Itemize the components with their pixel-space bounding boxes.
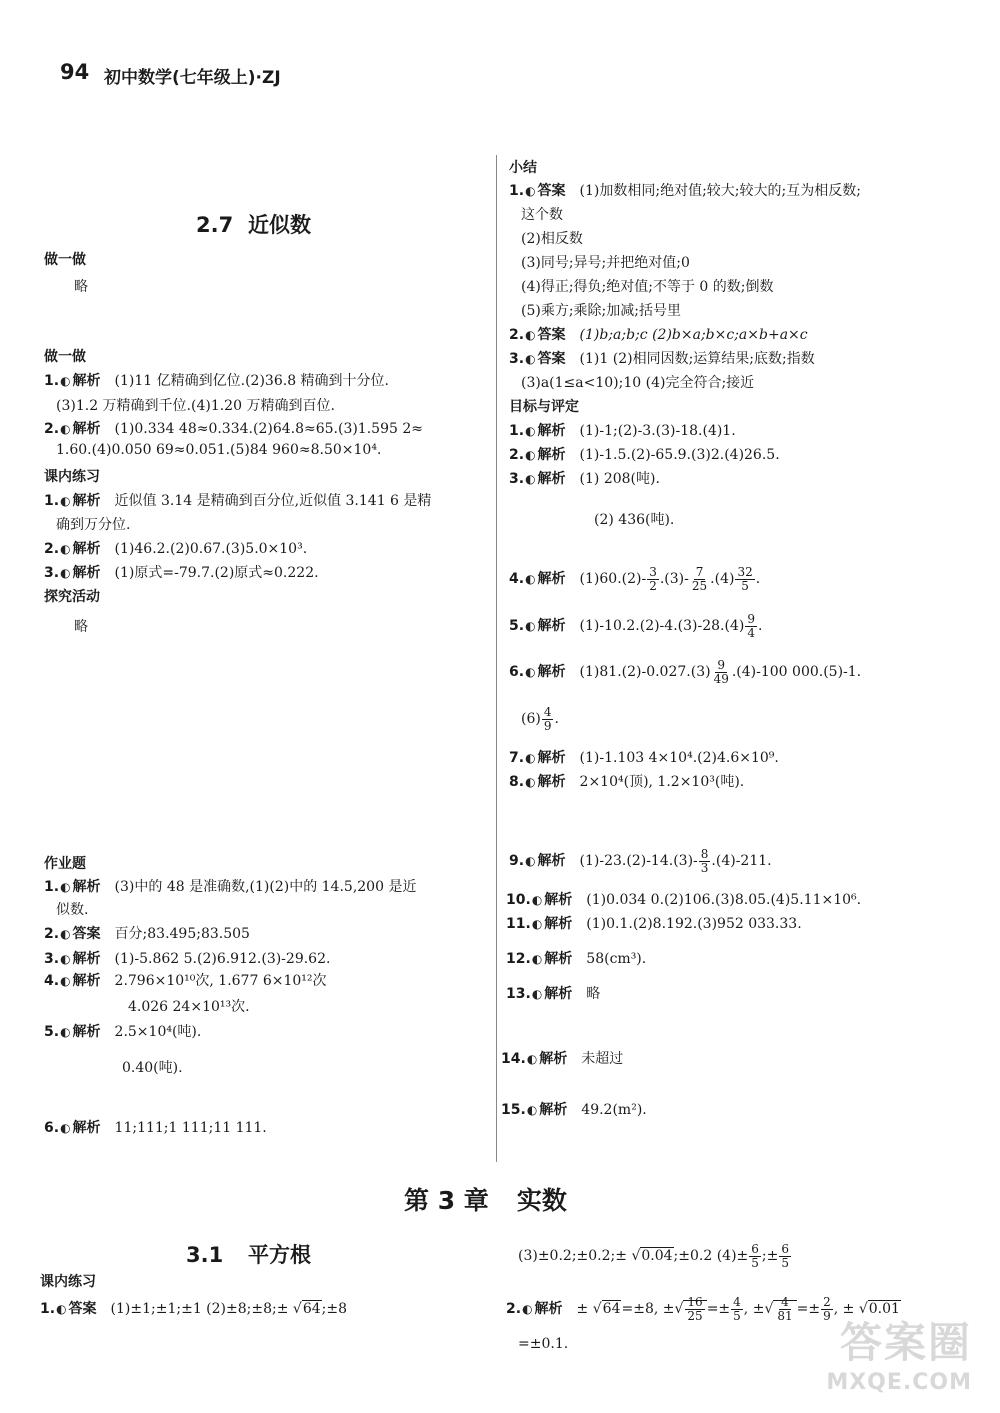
fraction: [685, 1296, 704, 1322]
item-label: 解析: [537, 750, 566, 766]
pacman-icon: ◐: [60, 952, 71, 966]
item-text: .(4)-211.: [711, 853, 772, 870]
heading-kenei: 课内练习: [44, 469, 100, 485]
heading-kenei-3: 课内练习: [40, 1274, 96, 1290]
item-text: ;±0.2 (4)±: [673, 1248, 749, 1265]
pacman-icon: ◐: [60, 566, 71, 580]
sqrt-symbol: √: [592, 1301, 602, 1318]
item-text: 2×10⁴(顶), 1.2×10³(吨).: [579, 774, 745, 790]
pacman-icon: ◐: [525, 352, 536, 366]
item-label: 解析: [72, 973, 101, 989]
item-label: 解析: [539, 1102, 568, 1118]
item-text: .(4)-100 000.(5)-1.: [731, 664, 862, 681]
pacman-icon: ◐: [525, 751, 536, 765]
column-divider: [496, 155, 497, 1162]
pacman-icon: ◐: [60, 374, 71, 388]
fraction: [749, 1243, 761, 1269]
answer-item: [509, 468, 660, 488]
item-number: 2.: [509, 447, 525, 463]
denominator: 4: [747, 625, 755, 640]
numerator: 6: [781, 1242, 789, 1256]
answer-item: [506, 948, 646, 968]
item-label: 解析: [72, 879, 101, 895]
pacman-icon: ◐: [525, 572, 536, 587]
numerator: 4: [733, 1295, 741, 1309]
item-number: 1.: [509, 423, 525, 439]
numerator: 2: [823, 1295, 831, 1309]
item-text-continued: (2)相反数: [521, 231, 583, 247]
pacman-icon: ◐: [525, 328, 536, 342]
item-text: 2.796×10¹⁰次, 1.677 6×10¹²次: [114, 973, 327, 989]
item-label: 解析: [537, 423, 566, 439]
item-number: 14.: [501, 1051, 526, 1067]
item-number: 1.: [44, 373, 60, 389]
chapter-label: 第 3 章: [404, 1186, 489, 1215]
numerator: 3: [649, 565, 657, 579]
item-label: 解析: [539, 1051, 568, 1067]
pacman-icon: ◐: [525, 424, 536, 438]
answer-item: [501, 1099, 647, 1119]
item-text: (1)加数相同;绝对值;较大;较大的;互为相反数;: [579, 183, 861, 199]
sqrt-symbol: √: [858, 1301, 868, 1318]
numerator: 9: [747, 612, 755, 626]
sqrt-symbol: √: [631, 1248, 641, 1265]
answer-item: [506, 889, 861, 909]
answer-item: [509, 848, 772, 874]
watermark-logo: [826, 1310, 972, 1395]
pacman-icon: ◐: [60, 1025, 71, 1039]
pacman-icon: ◐: [60, 494, 71, 508]
item-label: 解析: [537, 571, 566, 588]
item-number: 1.: [40, 1301, 56, 1317]
fraction: [735, 566, 754, 592]
item-label: 解析: [72, 951, 101, 967]
item-label: 解析: [537, 471, 566, 487]
answer-item: [509, 444, 780, 464]
section-title-2-7: [196, 209, 311, 239]
item-number: 2.: [509, 327, 525, 343]
item-number: 12.: [506, 951, 531, 967]
answer-item: [44, 1021, 201, 1041]
page-number: 94: [60, 60, 90, 84]
item-text: (1)-1.5.(2)-65.9.(3)2.(4)26.5.: [579, 447, 780, 463]
item-text-continued: 确到万分位.: [56, 517, 131, 533]
answer-item: [40, 1298, 347, 1318]
item-number: 11.: [506, 916, 531, 932]
item-text: (3)±0.2;±0.2;±: [518, 1248, 632, 1265]
item-number: 15.: [501, 1102, 526, 1118]
denominator: 25: [691, 578, 708, 593]
fraction: [779, 1243, 791, 1269]
pacman-icon: ◐: [60, 880, 71, 894]
answer-item: [44, 1117, 267, 1137]
item-number: 2.: [44, 541, 60, 557]
denominator: 25: [687, 1308, 703, 1323]
text-lue-2: 略: [74, 619, 88, 635]
radicand: 0.04: [641, 1248, 673, 1265]
heading-mubiao: 目标与评定: [509, 399, 579, 415]
pacman-icon: ◐: [526, 1052, 538, 1066]
watermark-url: MXQE.COM: [826, 1370, 972, 1395]
item-text: (1)0.034 0.(2)106.(3)8.05.(4)5.11×10⁶.: [586, 892, 862, 908]
sqrt-symbol: √: [674, 1301, 684, 1318]
numerator: 4: [543, 705, 552, 719]
item-label: 解析: [537, 447, 566, 463]
numerator: 6: [751, 1242, 759, 1256]
pacman-icon: ◐: [60, 927, 71, 941]
denominator: 5: [751, 1255, 759, 1270]
book-title: 初中数学(七年级上)·ZJ: [104, 68, 281, 88]
heading-zuoye: 作业题: [44, 856, 86, 872]
fraction: [542, 706, 554, 732]
numerator: 8: [700, 847, 709, 861]
answer-item: [506, 983, 600, 1003]
item-text: =±: [796, 1301, 821, 1318]
radicand: 64: [302, 1301, 321, 1317]
pacman-icon: ◐: [60, 422, 71, 436]
item-text: .: [757, 618, 763, 635]
fraction: [731, 1296, 743, 1322]
item-number: 4.: [509, 571, 525, 588]
item-label: 解析: [72, 1120, 101, 1136]
item-number: 1.: [509, 183, 525, 199]
denominator: 5: [741, 578, 749, 593]
numerator: 16: [687, 1295, 703, 1309]
item-text: (1)原式=-79.7.(2)原式≈0.222.: [114, 565, 319, 581]
item-number: 2.: [44, 421, 60, 437]
item-text: 略: [586, 986, 601, 1002]
answer-item: [44, 923, 250, 943]
item-label: 解析: [72, 565, 101, 581]
denominator: 49: [713, 671, 729, 686]
item-number: 2.: [44, 926, 60, 942]
answer-item: [501, 1048, 623, 1068]
item-number: 10.: [506, 892, 531, 908]
pacman-icon: ◐: [526, 1103, 538, 1117]
chapter-title: 实数: [516, 1186, 567, 1215]
pacman-icon: ◐: [525, 854, 536, 869]
section-title-3-1: [186, 1239, 311, 1269]
pacman-icon: ◐: [60, 542, 71, 556]
item-number: 1.: [44, 493, 60, 509]
pacman-icon: ◐: [56, 1302, 67, 1316]
item-text-continued: (5)乘方;乘除;加减;括号里: [521, 303, 681, 319]
item-text-continued: [518, 1243, 792, 1269]
heading-zuoyizuo-1: 做一做: [44, 252, 86, 268]
fraction: [712, 659, 731, 685]
heading-xiaojie: 小结: [509, 160, 537, 176]
item-text: =±: [706, 1301, 731, 1318]
item-number: 5.: [44, 1024, 60, 1040]
denominator: 81: [777, 1308, 793, 1323]
watermark-text: 答案圈: [839, 1318, 972, 1367]
item-text-continued: =±0.1.: [518, 1336, 569, 1352]
item-text: .(3)-: [659, 571, 689, 588]
answer-item: [44, 370, 389, 390]
heading-tanjiu: 探究活动: [44, 589, 100, 605]
pacman-icon: ◐: [525, 775, 536, 789]
item-number: 3.: [44, 951, 60, 967]
item-label: 解析: [72, 541, 101, 557]
answer-item: [44, 538, 307, 558]
item-text: ;±8: [321, 1301, 348, 1317]
item-number: 3.: [44, 565, 60, 581]
sqrt-symbol: √: [764, 1301, 774, 1318]
item-text: 未超过: [581, 1051, 624, 1067]
denominator: 9: [543, 718, 552, 733]
fraction: [690, 566, 709, 592]
item-text: (1)-10.2.(2)-4.(3)-28.(4): [579, 618, 745, 635]
fraction: [775, 1296, 794, 1322]
section-number: 3.1: [186, 1243, 224, 1267]
denominator: 5: [733, 1308, 741, 1323]
answer-item: [509, 180, 861, 200]
item-text: ;±: [761, 1248, 779, 1265]
pacman-icon: ◐: [525, 184, 536, 198]
item-text: (6): [521, 711, 541, 728]
item-label: 解析: [72, 493, 101, 509]
heading-zuoyizuo-2: 做一做: [44, 349, 86, 365]
answer-item: [44, 948, 330, 968]
numerator: 9: [717, 658, 726, 672]
item-label: 解析: [544, 892, 573, 908]
pacman-icon: ◐: [522, 1302, 533, 1317]
item-number: 8.: [509, 774, 525, 790]
item-text-continued: 这个数: [521, 207, 563, 223]
item-label: 解析: [72, 421, 101, 437]
item-label: 答案: [537, 183, 566, 199]
item-text-continued: 0.40(吨).: [122, 1060, 183, 1076]
denominator: 3: [700, 860, 709, 875]
numerator: 32: [737, 565, 753, 579]
section-name: 平方根: [248, 1243, 311, 1267]
sqrt-symbol: √: [292, 1301, 302, 1317]
item-text: 百分;83.495;83.505: [114, 926, 250, 942]
item-label: 答案: [537, 351, 566, 367]
item-label: 解析: [534, 1301, 563, 1318]
item-number: 5.: [509, 618, 525, 635]
item-number: 7.: [509, 750, 525, 766]
denominator: 9: [823, 1308, 831, 1323]
item-number: 2.: [506, 1301, 522, 1318]
answer-item: [509, 747, 779, 767]
item-label: 答案: [68, 1301, 97, 1317]
item-label: 解析: [72, 1024, 101, 1040]
answer-item: [506, 913, 802, 933]
item-label: 解析: [537, 664, 566, 681]
item-text: (1)-1.103 4×10⁴.(2)4.6×10⁹.: [579, 750, 779, 766]
answer-item: [509, 420, 736, 440]
item-text: =±8, ±: [621, 1301, 675, 1318]
item-number: 13.: [506, 986, 531, 1002]
item-text: (1)0.1.(2)8.192.(3)952 033.33.: [586, 916, 802, 932]
pacman-icon: ◐: [531, 917, 543, 931]
item-label: 解析: [72, 373, 101, 389]
answer-item: [509, 659, 861, 685]
item-label: 答案: [72, 926, 101, 942]
section-number: 2.7: [196, 213, 234, 237]
item-text: (1)60.(2)-: [579, 571, 647, 588]
item-text: (1)-23.(2)-14.(3)-: [579, 853, 698, 870]
denominator: 2: [649, 578, 657, 593]
item-text-continued: 4.026 24×10¹³次.: [128, 999, 250, 1015]
item-text: (1)b;a;b;c (2)b×a;b×c;a×b+a×c: [579, 327, 808, 343]
answer-item: [509, 771, 744, 791]
pacman-icon: ◐: [525, 619, 536, 634]
item-text: ±: [576, 1301, 593, 1318]
radicand: 0.01: [868, 1301, 900, 1318]
text-lue-1: 略: [74, 279, 88, 295]
item-text: (1)-5.862 5.(2)6.912.(3)-29.62.: [114, 951, 331, 967]
item-text-continued: (3)1.2 万精确到千位.(4)1.20 万精确到百位.: [56, 398, 335, 414]
pacman-icon: ◐: [525, 665, 536, 680]
item-text-continued: 似数.: [56, 902, 89, 918]
fraction: [745, 613, 757, 639]
pacman-icon: ◐: [525, 472, 536, 486]
item-text: 11;111;1 111;11 111.: [114, 1120, 267, 1136]
item-text-continued: (2) 436(吨).: [594, 512, 675, 528]
item-label: 解析: [544, 986, 573, 1002]
section-name: 近似数: [248, 213, 311, 237]
item-text: (1) 208(吨).: [579, 471, 660, 487]
item-text: (1)1 (2)相同因数;运算结果;底数;指数: [579, 351, 815, 367]
item-text-continued: (3)同号;异号;并把绝对值;0: [521, 255, 690, 271]
item-number: 3.: [509, 351, 525, 367]
item-text: (1)46.2.(2)0.67.(3)5.0×10³.: [114, 541, 308, 557]
answer-item: [44, 876, 416, 896]
item-number: 6.: [44, 1120, 60, 1136]
answer-item: [509, 613, 762, 639]
item-text: (3)中的 48 是准确数,(1)(2)中的 14.5,200 是近: [114, 879, 417, 895]
item-text: 2.5×10⁴(吨).: [114, 1024, 202, 1040]
answer-item: [44, 418, 423, 438]
answer-item: [44, 490, 431, 510]
item-label: 解析: [537, 774, 566, 790]
answer-item: [509, 348, 815, 368]
item-text: .: [755, 571, 761, 588]
item-text: 49.2(m²).: [581, 1102, 647, 1118]
item-text: (1)11 亿精确到亿位.(2)36.8 精确到十分位.: [114, 373, 389, 389]
item-number: 4.: [44, 973, 60, 989]
item-text: (1)81.(2)-0.027.(3): [579, 664, 711, 681]
item-text-continued: 1.60.(4)0.050 69≈0.051.(5)84 960≈8.50×10⁴.: [56, 442, 382, 458]
numerator: 4: [781, 1295, 789, 1309]
fraction: [647, 566, 659, 592]
numerator: 7: [695, 565, 704, 579]
answer-item: [44, 970, 327, 990]
item-text: (1)-1;(2)-3.(3)-18.(4)1.: [579, 423, 736, 439]
pacman-icon: ◐: [60, 1121, 71, 1135]
item-text: (1)0.334 48≈0.334.(2)64.8≈65.(3)1.595 2≈: [114, 421, 423, 437]
item-text: , ±: [833, 1301, 859, 1318]
denominator: 5: [781, 1255, 789, 1270]
fraction: [699, 848, 711, 874]
pacman-icon: ◐: [60, 974, 71, 988]
pacman-icon: ◐: [531, 987, 543, 1001]
item-text: , ±: [743, 1301, 765, 1318]
item-text-continued: [521, 706, 559, 732]
pacman-icon: ◐: [525, 448, 536, 462]
item-number: 9.: [509, 853, 525, 870]
pacman-icon: ◐: [531, 893, 543, 907]
item-text-continued: (3)a(1≤a<10);10 (4)完全符合;接近: [521, 375, 755, 391]
item-number: 1.: [44, 879, 60, 895]
item-number: 3.: [509, 471, 525, 487]
item-label: 答案: [537, 327, 566, 343]
item-label: 解析: [544, 916, 573, 932]
item-text: 58(cm³).: [586, 951, 647, 967]
item-label: 解析: [544, 951, 573, 967]
item-text-continued: (4)得正;得负;绝对值;不等于 0 的数;倒数: [521, 279, 774, 295]
item-text: 近似值 3.14 是精确到百分位,近似值 3.141 6 是精: [114, 493, 432, 509]
item-text: .: [554, 711, 559, 728]
chapter-heading: [404, 1181, 567, 1217]
answer-item: [509, 324, 808, 344]
item-number: 6.: [509, 664, 525, 681]
answer-item: [44, 562, 319, 582]
item-text: .(4): [710, 571, 735, 588]
radicand: 64: [602, 1301, 621, 1318]
item-label: 解析: [537, 853, 566, 870]
item-text: (1)±1;±1;±1 (2)±8;±8;±: [110, 1301, 293, 1317]
item-label: 解析: [537, 618, 566, 635]
answer-item: [509, 566, 760, 592]
pacman-icon: ◐: [531, 952, 543, 966]
